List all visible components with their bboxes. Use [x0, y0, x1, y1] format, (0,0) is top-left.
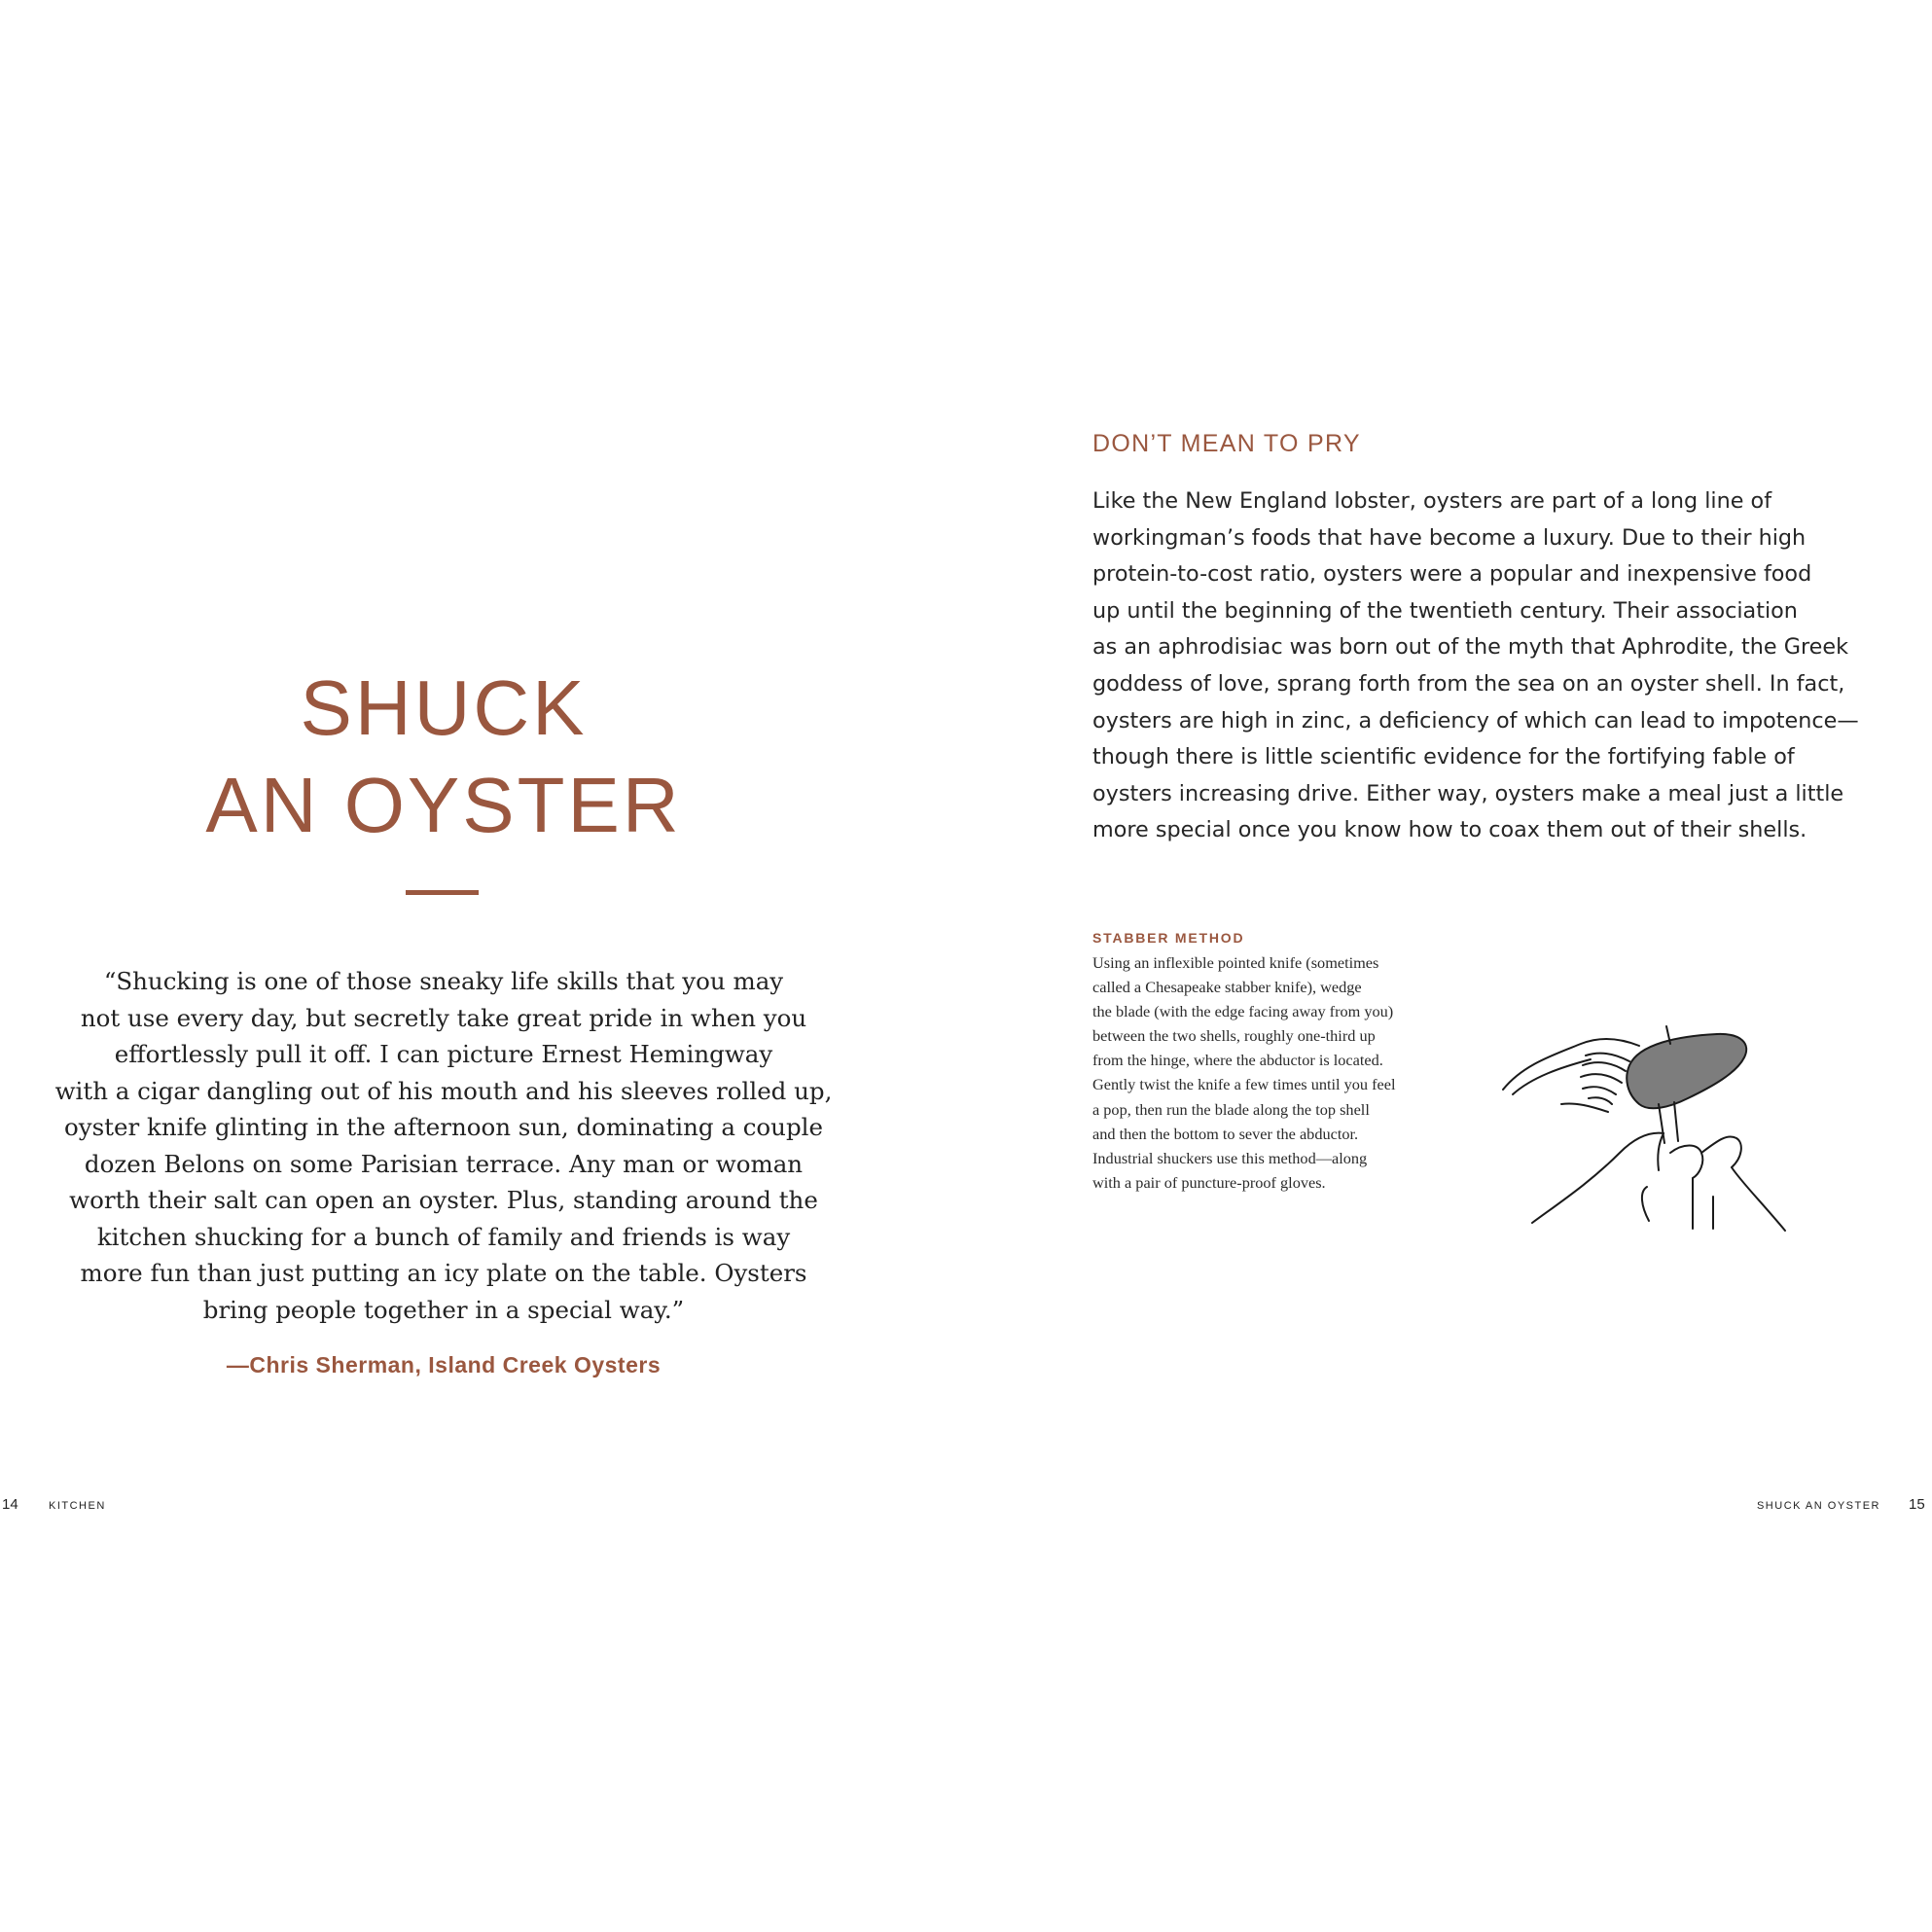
quote-line: “Shucking is one of those sneaky life skills that you may [103, 967, 784, 995]
body-line: goddess of love, sprang forth from the sea on an oyster shell. In fact, [1092, 670, 1845, 697]
method-line: called a Chesapeake stabber knife), wedge [1092, 978, 1362, 997]
quote-line: not use every day, but secretly take great pride in when you [80, 1003, 807, 1032]
method-line: with a pair of puncture-proof gloves. [1092, 1172, 1326, 1192]
method-line: from the hinge, where the abductor is located. [1092, 1051, 1383, 1070]
body-line: though there is little scientific evidence for the fortifying fable of [1092, 744, 1795, 770]
running-header-left: KITCHEN [49, 1500, 106, 1512]
body-line: more special once you know how to coax them out of their shells. [1092, 817, 1807, 843]
running-header-right: SHUCK AN OYSTER [1756, 1500, 1880, 1512]
quote-line: worth their salt can open an oyster. Plus, standing around the [69, 1186, 818, 1214]
page-title-line-2: AN OYSTER [205, 762, 682, 848]
quote-line: effortlessly pull it off. I can picture Ernest Hemingway [114, 1040, 773, 1068]
body-line: up until the beginning of the twentieth century. Their association [1092, 597, 1798, 624]
body-line: protein-to-cost ratio, oysters were a popular and inexpensive food [1092, 561, 1812, 588]
body-paragraph [1092, 483, 1871, 849]
quote-line: kitchen shucking for a bunch of family and friends is way [96, 1222, 791, 1251]
pull-quote [47, 963, 841, 1328]
body-line: oysters increasing drive. Either way, oysters make a meal just a little [1092, 780, 1844, 806]
section-heading: DON’T MEAN TO PRY [1092, 430, 1361, 457]
body-line: Like the New England lobster, oysters are part of a long line of [1092, 488, 1772, 514]
page-number-left: 14 [2, 1496, 18, 1513]
body-line: oysters are high in zinc, a deficiency of which can lead to impotence— [1092, 707, 1859, 733]
left-page [0, 0, 890, 1932]
method-description [1092, 950, 1462, 1195]
page-title [58, 660, 829, 854]
method-line: a pop, then run the blade along the top shell [1092, 1099, 1370, 1119]
title-divider [406, 890, 479, 895]
method-line: Using an inflexible pointed knife (sometimes [1092, 953, 1379, 972]
method-line: and then the bottom to sever the abductor. [1092, 1124, 1359, 1143]
quote-line: bring people together in a special way.” [202, 1295, 685, 1324]
quote-line: dozen Belons on some Parisian terrace. Any man or woman [84, 1149, 804, 1178]
page-title-line-1: SHUCK [300, 664, 588, 751]
method-line: Industrial shuckers use this method—along [1092, 1148, 1368, 1167]
method-line: between the two shells, roughly one-third up [1092, 1026, 1376, 1046]
quote-line: with a cigar dangling out of his mouth and his sleeves rolled up, [54, 1076, 833, 1105]
method-line: the blade (with the edge facing away from you) [1092, 1002, 1394, 1021]
page-number-right: 15 [1909, 1496, 1925, 1513]
method-heading: STABBER METHOD [1092, 930, 1245, 946]
body-line: as an aphrodisiac was born out of the myth that Aphrodite, the Greek [1092, 634, 1849, 661]
hands-shucking-oyster-icon [1493, 997, 1814, 1240]
body-line: workingman’s foods that have become a luxury. Due to their high [1092, 524, 1807, 551]
quote-attribution: —Chris Sherman, Island Creek Oysters [226, 1352, 662, 1377]
quote-line: oyster knife glinting in the afternoon sun, dominating a couple [64, 1113, 823, 1141]
quote-line: more fun than just putting an icy plate on the table. Oysters [80, 1259, 807, 1287]
method-line: Gently twist the knife a few times until you feel [1092, 1075, 1396, 1094]
